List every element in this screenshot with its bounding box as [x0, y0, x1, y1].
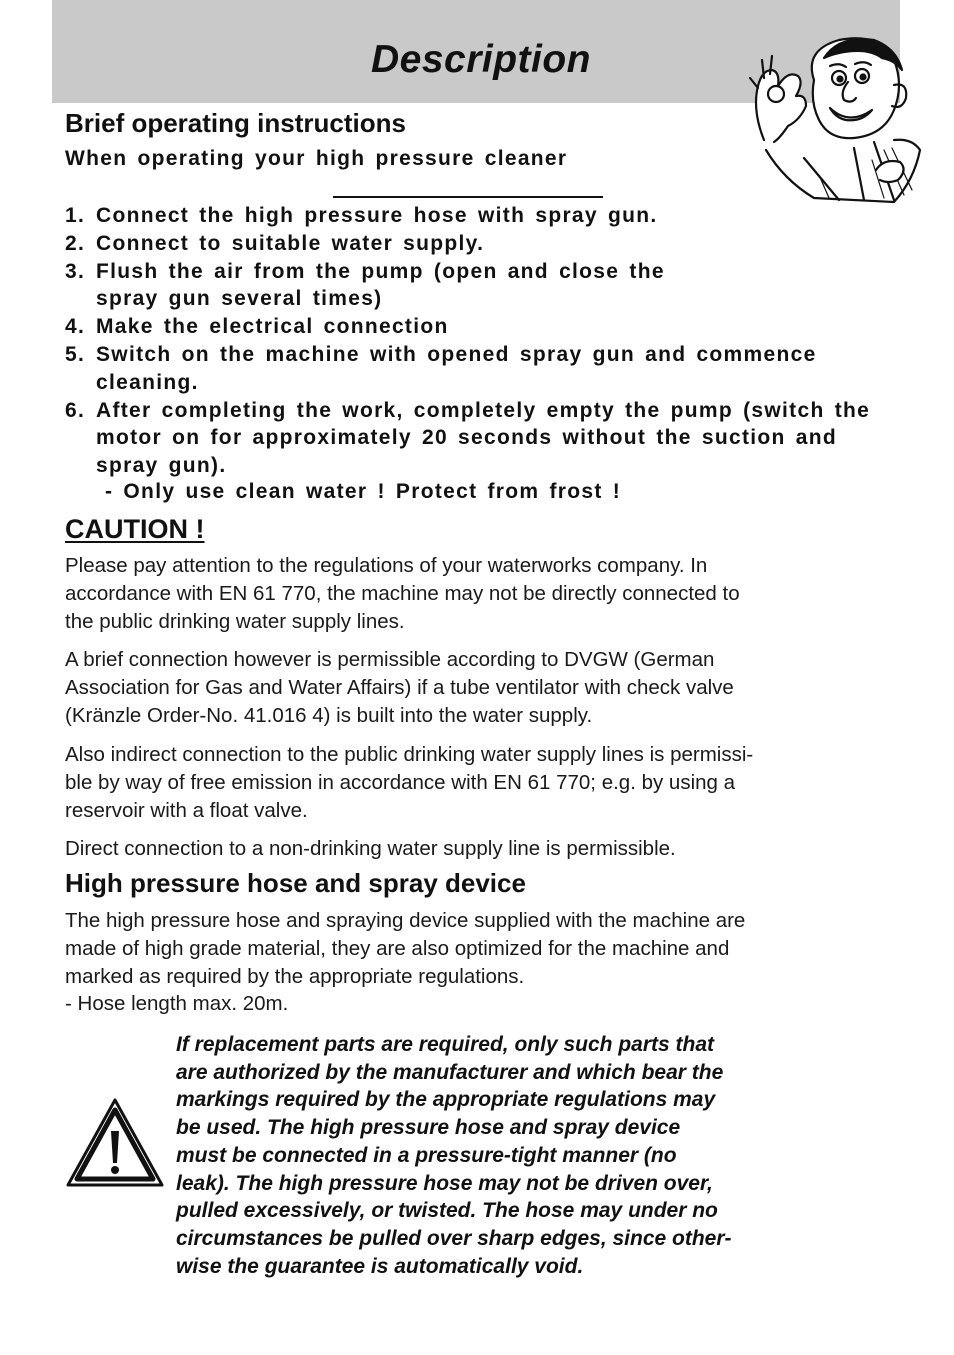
caution-paragraph-2: A brief connection however is permissible according to DVGW (German Association for Gas and Water Affairs) if a tube ventilator with check valve (Kränzle Order-No. 41.016 4) is built into the water supply.: [65, 648, 734, 727]
page-title: Description: [370, 38, 592, 81]
caution-paragraph-3: Also indirect connection to the public drinking water supply lines is permissi- ble by way of free emission in accordance with EN 61 770; e.g. by using a reservoir with a float valve.: [65, 743, 754, 822]
list-item: 6. After completing the work, completely empty the pump (switch the motor on for approximately 20 seconds without the suction and spray gun).: [65, 398, 871, 478]
list-item: 4. Make the electrical connection: [65, 315, 449, 339]
frost-note: - Only use clean water ! Protect from frost !: [105, 480, 622, 503]
brief-intro: When operating your high pressure cleaner: [65, 147, 568, 170]
replacement-parts-warning: If replacement parts are required, only such parts that are authorized by the manufacturer and which bear the markings required by the appropriate regulations may be used. The high pressure hose and spray device must be connected in a pressure-tight manner (no leak). The high pressure hose may not be driven over, pulled excessively, or twisted. The hose may under no circumstances be pulled over sharp edges, since other- wise the guarantee is automatically void.: [176, 1033, 732, 1278]
cartoon-mascot-icon: [744, 30, 926, 206]
hose-paragraph: The high pressure hose and spraying device supplied with the machine are made of high grade material, they are also optimized for the machine and marked as required by the appropriate regulations. - Hose length max. 20m.: [65, 909, 746, 1016]
list-item: 1. Connect the high pressure hose with spray gun.: [65, 204, 658, 227]
list-item: 3. Flush the air from the pump (open and close the spray gun several times): [65, 259, 665, 311]
caution-paragraph-1: Please pay attention to the regulations of your waterworks company. In accordance with EN 61 770, the machine may not be directly connected to the public drinking water supply lines.: [65, 554, 740, 633]
warning-triangle-icon: [65, 1097, 165, 1189]
list-item: 5. Switch on the machine with opened spray gun and commence cleaning.: [65, 342, 817, 394]
caution-paragraph-4: Direct connection to a non-drinking water supply line is permissible.: [65, 837, 676, 860]
hose-heading: High pressure hose and spray device: [65, 868, 526, 898]
steps-list: [65, 202, 885, 480]
underline-rule: [333, 196, 603, 198]
caution-heading: CAUTION !: [65, 514, 205, 544]
brief-heading: Brief operating instructions: [65, 108, 406, 138]
list-item: 2. Connect to suitable water supply.: [65, 231, 485, 255]
